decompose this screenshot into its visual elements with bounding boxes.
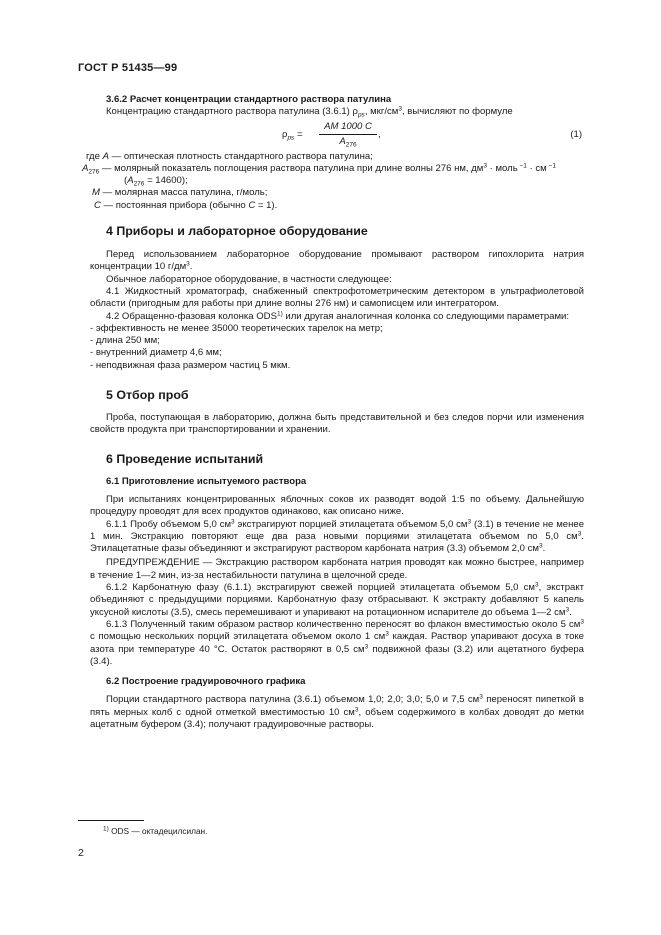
- formula-lhs: $\rho_{ps}$ =: [282, 128, 303, 142]
- section-5-title: 5 Отбор проб: [106, 388, 189, 403]
- formula-numerator: AM 1000 C: [319, 121, 377, 135]
- footnote-separator: [78, 820, 144, 821]
- footnote: $^{1)}$ ODS — октадецилсилан.: [103, 825, 208, 836]
- item-6-1-3: 6.1.3 Полученный таким образом раствор количественно переносят во флакон вместимостью около 5 $см^3$ с помощью нескольких порций этилацетата объемом около 1 $см^3$ каждая. Раствор упаривают досуха в токе азота при температуре 40 °С. Остаток растворяют в 0,5 $см^3$ подвижной фазы (3.2) или ацетатного буфера (3.4).: [90, 618, 584, 667]
- section-4-intro: Перед использованием лабораторное оборудование промывают раствором гипохлорита натрия концентрации 10 $г/дм^3$.: [90, 249, 584, 273]
- list-item: - внутренний диаметр 4,6 мм;: [90, 347, 222, 359]
- subsection-6-2-title: 6.2 Построение градуировочного графика: [106, 676, 306, 688]
- page-content: [82, 92, 585, 731]
- list-item: - неподвижная фаза размером частиц 5 мкм.: [90, 359, 291, 371]
- formula-number: (1): [570, 128, 582, 140]
- definition-a276-value: $(A_{276} = 14600)$;: [124, 175, 188, 188]
- concentration-intro: Концентрацию стандартного раствора патулина (3.6.1) $\rho_{ps}$, мкг/$см^3$, вычисляют по формуле: [106, 105, 513, 119]
- section-4-title: 4 Приборы и лабораторное оборудование: [106, 224, 368, 239]
- subsection-6-1-title: 6.1 Приготовление испытуемого раствора: [106, 475, 307, 487]
- section-6-title: 6 Проведение испытаний: [106, 451, 264, 466]
- section-4-equipment-lead: Обычное лабораторное оборудование, в частности следующее:: [106, 273, 392, 285]
- item-6-1-1: 6.1.1 Пробу объемом 5,0 $см^3$ экстрагируют порцией этилацетата объемом 5,0 $см^3$ (3.1) в течение не менее 1 мин. Экстракцию повторяют еще два раза новыми порциями этилацетата объемом по 5,0 $см^3$. Этилацетатные фазы объединяют и экстрагируют раствором карбоната натрия (3.3) объемом 2,0 $см^3$.: [90, 518, 585, 555]
- section-6-1-intro: При испытаниях концентрированных яблочных соков их разводят водой 1:5 по объему. Дальнейшую процедуру проводят для всех продуктов одинаково, как описано ниже.: [90, 493, 584, 518]
- standard-header: ГОСТ Р 51435—99: [78, 62, 178, 74]
- definition-m: M — молярная масса патулина, г/моль;: [92, 187, 268, 199]
- definition-a276: $A_{276}$ — молярный показатель поглощения раствора патулина при длине волны 276 нм, $дм^3$ · моль $^{-1}$ · см $^{-1}$: [82, 162, 556, 176]
- formula-denominator: $A_{276}$: [339, 135, 357, 149]
- section-6-2-text: Порции стандартного раствора патулина (3.6.1) объемом 1,0; 2,0; 3,0; 5,0 и 7,5 $см^3$ переносят пипеткой в пять мерных колб с одной отметкой вместимостью 10 $см^3$, объем содержимого в колбах доводят до метки ацетатным буфером (3.4); получают градуировочные растворы.: [90, 693, 584, 730]
- definition-c: C — постоянная прибора (обычно C = 1).: [94, 199, 278, 211]
- list-item: - эффективность не менее 35000 теоретических тарелок на метр;: [90, 322, 383, 334]
- item-4-2: 4.2 Обращенно-фазовая колонка ODS$^{1)}$ или другая аналогичная колонка со следующими параметрами:: [106, 310, 570, 322]
- list-item: - длина 250 мм;: [90, 335, 160, 347]
- formula-definitions: [82, 150, 584, 212]
- formula-1: [90, 121, 584, 149]
- section-5-text: Проба, поступающая в лабораторию, должна быть представительной и без следов порчи или изменения свойств продукта при транспортировании и хранении.: [90, 412, 584, 436]
- subsection-3-6-2-title: 3.6.2 Расчет концентрации стандартного раствора патулина: [106, 94, 392, 105]
- item-4-1: 4.1 Жидкостный хроматограф, снабженный спектрофотометрическим детектором в ультрафиолетовой области (пригодным для работы при длине волны 276 нм) и самописцем или интегратором.: [90, 285, 584, 310]
- formula-fraction: [319, 121, 377, 149]
- warning-note: ПРЕДУПРЕЖДЕНИЕ — Экстракцию раствором карбоната натрия проводят как можно быстрее, например в течение 1—2 мин, из-за нестабильности патулина в щелочной среде.: [90, 557, 584, 581]
- page-number: 2: [78, 847, 84, 859]
- definition-a: где A — оптическая плотность стандартного раствора патулина;: [86, 150, 373, 162]
- formula-comma: ,: [378, 128, 381, 140]
- item-6-1-2: 6.1.2 Карбонатную фазу (6.1.1) экстрагируют свежей порцией этилацетата объемом 5,0 $см^3$, экстракт объединяют с предыдущими порциями. Карбонатную фазу отбрасывают. К экстракту добавляют 5 капель уксусной кислоты (3.5), смесь перемешивают и упаривают на ротационном испарителе до объема 1—2 $см^3$.: [90, 581, 584, 618]
